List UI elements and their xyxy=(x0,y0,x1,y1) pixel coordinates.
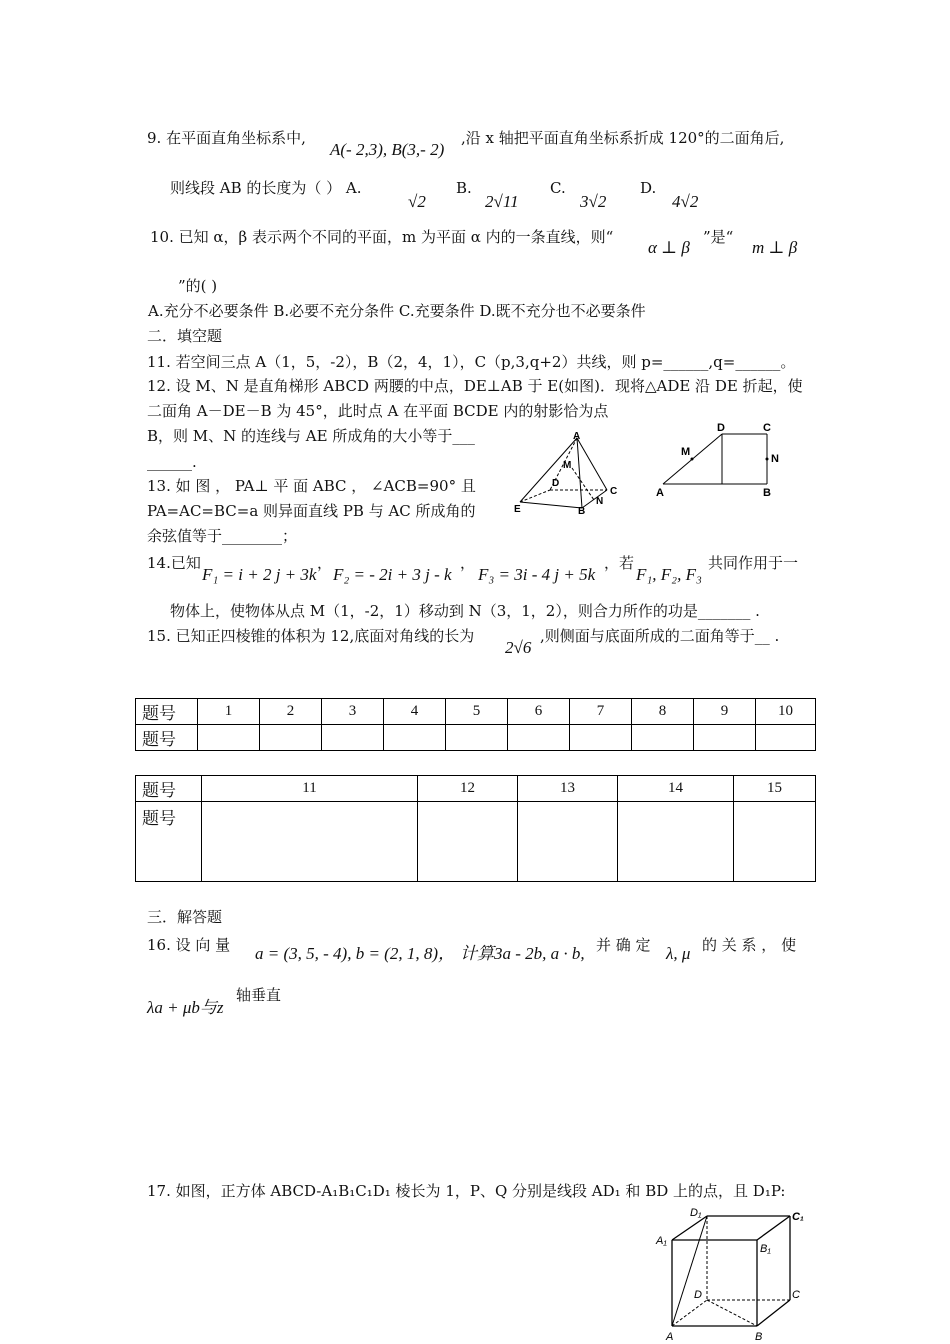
answer-cell[interactable] xyxy=(508,725,570,751)
q16-prefix: 16. 设 向 量 xyxy=(147,936,231,954)
cube-label-d: D xyxy=(694,1289,702,1301)
answer-cell[interactable] xyxy=(570,725,632,751)
table1-header-row xyxy=(136,699,816,725)
pyr-label-e: E xyxy=(514,504,521,515)
cube-figure xyxy=(652,1202,812,1342)
q14-f2: F₂ = - 2i + 3 j - k xyxy=(333,565,452,584)
answer-cell[interactable] xyxy=(198,725,260,751)
q9-opt-c: C. xyxy=(550,179,566,197)
table1-row2-label: 题号 xyxy=(136,725,198,751)
answer-cell[interactable] xyxy=(756,725,816,751)
pyr-label-n: N xyxy=(596,496,604,507)
answer-cell[interactable] xyxy=(202,802,418,882)
answer-cell[interactable] xyxy=(518,802,618,882)
trap-label-d: D xyxy=(717,422,725,434)
trap-label-b: B xyxy=(763,487,771,499)
table2-col: 12 xyxy=(418,776,518,802)
table1-col: 7 xyxy=(570,699,632,725)
pyr-label-d: D xyxy=(552,478,560,489)
cube-label-b: B xyxy=(755,1331,763,1342)
table1-col: 10 xyxy=(756,699,816,725)
cube-label-a1: A₁ xyxy=(656,1235,667,1247)
table1-header-label: 题号 xyxy=(136,699,198,725)
trap-label-m: M xyxy=(681,446,691,458)
cube-label-c: C xyxy=(792,1289,800,1301)
q13-line2: PA=AC=BC=a 则异面直线 PB 与 AC 所成角的 xyxy=(147,502,476,520)
q9-opt-b: B. xyxy=(456,179,472,197)
q16-formula: a = (3, 5, - 4), b = (2, 1, 8)， xyxy=(255,944,455,963)
table1-col: 1 xyxy=(198,699,260,725)
table2-col: 13 xyxy=(518,776,618,802)
answer-cell[interactable] xyxy=(418,802,518,882)
answer-cell[interactable] xyxy=(260,725,322,751)
q10-mid: ”是“ xyxy=(703,228,734,246)
q14-if: ，若 xyxy=(604,554,635,572)
q9-answer-b: 2√11 xyxy=(485,192,519,211)
table2-answer-row xyxy=(136,802,816,882)
q14-comma: ， xyxy=(317,554,333,572)
q11: 11. 若空间三点 A（1，5，-2），B（2，4，1），C（p,3,q+2）共线，则 p=______,q=______。 xyxy=(147,353,796,371)
table1-col: 2 xyxy=(260,699,322,725)
q14-f1: F₁ = i + 2 j + 3k xyxy=(202,565,317,584)
pyramid-figure xyxy=(510,428,630,516)
section-solutions: 三．解答题 xyxy=(147,908,223,926)
answer-table-2 xyxy=(135,775,816,882)
table1-answer-row xyxy=(136,725,816,751)
cube-label-a: A xyxy=(666,1331,674,1342)
q9-opt-d: D. xyxy=(640,179,657,197)
q9-answer-d: 4√2 xyxy=(672,192,699,211)
table2-header-row xyxy=(136,776,816,802)
trap-label-a: A xyxy=(656,487,664,499)
q13-line3: 余弦值等于________； xyxy=(147,527,298,545)
q17: 17. 如图，正方体 ABCD-A₁B₁C₁D₁ 棱长为 1，P、Q 分别是线段 AD₁ 和 BD 上的点，且 D₁P: xyxy=(147,1182,786,1200)
q9-prefix: 9. 在平面直角坐标系中, xyxy=(147,129,306,147)
answer-cell[interactable] xyxy=(384,725,446,751)
q12-line1: 12. 设 M、N 是直角梯形 ABCD 两腰的中点，DE⊥AB 于 E(如图)．现将△ADE 沿 DE 折起，使 xyxy=(147,377,803,395)
table2-row2-label: 题号 xyxy=(136,802,202,882)
q10-formula-1: α ⊥ β xyxy=(648,238,690,257)
answer-cell[interactable] xyxy=(446,725,508,751)
table1-col: 3 xyxy=(322,699,384,725)
trap-label-n: N xyxy=(771,453,779,465)
q10-prefix: 10. 已知 α，β 表示两个不同的平面，m 为平面 α 内的一条直线，则“ xyxy=(150,228,614,246)
q13-line1: 13. 如 图 ， PA⊥ 平 面 ABC ， ∠ACB=90° 且 xyxy=(147,477,476,495)
answer-cell[interactable] xyxy=(632,725,694,751)
section-fill-in: 二．填空题 xyxy=(147,327,223,345)
q16-calc: 计算3a - 2b, a · b, xyxy=(460,944,585,963)
q9-answer-c: 3√2 xyxy=(580,192,607,211)
pyr-label-m: M xyxy=(563,460,572,471)
table2-col: 14 xyxy=(618,776,734,802)
table2-header-label: 题号 xyxy=(136,776,202,802)
table1-col: 6 xyxy=(508,699,570,725)
answer-cell[interactable] xyxy=(734,802,816,882)
q14-forces: F₁, F₂, F₃ xyxy=(636,565,702,584)
table1-col: 5 xyxy=(446,699,508,725)
q16-suffix: 的 关 系 ， 使 xyxy=(702,936,797,954)
q15-formula: 2√6 xyxy=(505,638,532,657)
pyr-label-b: B xyxy=(578,506,586,516)
q16-lambda-mu: λ, μ xyxy=(666,944,691,963)
q12-line3: B，则 M、N 的连线与 AE 所成角的大小等于___ xyxy=(147,427,475,445)
q12-line4: ______. xyxy=(147,453,197,471)
answer-cell[interactable] xyxy=(618,802,734,882)
q16-line2-suffix: 轴垂直 xyxy=(236,986,282,1004)
q9-formula: A(- 2,3), B(3,- 2) xyxy=(330,140,445,159)
table1-col: 8 xyxy=(632,699,694,725)
q12-line2: 二面角 A－DE－B 为 45°，此时点 A 在平面 BCDE 内的射影恰为点 xyxy=(147,402,609,420)
q15-suffix: ,则侧面与底面所成的二面角等于__ . xyxy=(540,627,780,645)
q9-suffix: ,沿 x 轴把平面直角坐标系折成 120°的二面角后, xyxy=(461,129,785,147)
trapezoid-figure xyxy=(650,418,790,504)
pyr-label-c: C xyxy=(610,486,618,497)
q9-line2: 则线段 AB 的长度为（ ） A. xyxy=(170,179,362,197)
q14-prefix: 14.已知 xyxy=(147,554,201,572)
q16-mid: 并 确 定 xyxy=(596,936,651,954)
q14-suffix: 共同作用于一 xyxy=(708,554,799,572)
table1-col: 4 xyxy=(384,699,446,725)
cube-label-b1: B₁ xyxy=(760,1243,771,1255)
q14-line2: 物体上，使物体从点 M（1，-2，1）移动到 N（3，1，2），则合力所作的功是_______ . xyxy=(170,602,760,620)
q16-line2-formula: λa + μb与z xyxy=(147,998,224,1017)
answer-cell[interactable] xyxy=(322,725,384,751)
table2-col: 11 xyxy=(202,776,418,802)
q10-formula-2: m ⊥ β xyxy=(752,238,798,257)
trap-label-c: C xyxy=(763,422,771,434)
pyr-label-a: A xyxy=(573,431,581,442)
table1-col: 9 xyxy=(694,699,756,725)
cube-label-c1: C₁ xyxy=(792,1211,804,1223)
q14-comma-2: ， xyxy=(460,554,476,572)
cube-label-d1: D₁ xyxy=(690,1207,702,1219)
answer-table-1 xyxy=(135,698,816,751)
q10-line2: ”的( ) xyxy=(178,277,218,295)
q15-prefix: 15. 已知正四棱锥的体积为 12,底面对角线的长为 xyxy=(147,627,475,645)
q9-answer-a: √2 xyxy=(408,192,426,211)
q9-line1 xyxy=(147,128,306,148)
answer-cell[interactable] xyxy=(694,725,756,751)
q10-options: A.充分不必要条件 B.必要不充分条件 C.充要条件 D.既不充分也不必要条件 xyxy=(148,302,646,320)
q14-f3: F₃ = 3i - 4 j + 5k xyxy=(478,565,596,584)
table2-col: 15 xyxy=(734,776,816,802)
